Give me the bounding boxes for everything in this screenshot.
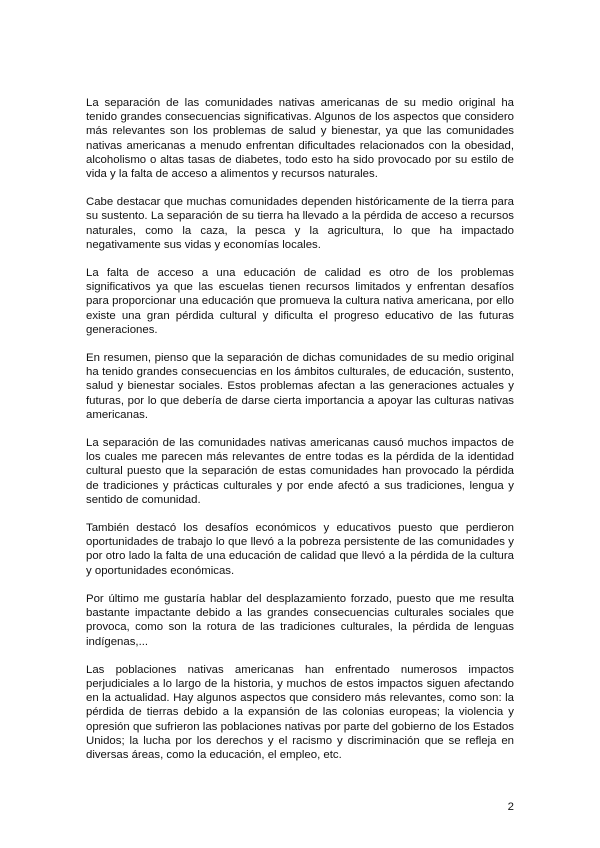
paragraph-6: También destacó los desafíos económicos y educativos puesto que perdieron oportunidades de trabajo lo que llevó a la pobreza persistente de las comunidades y por otro lado la falta de una educación de calidad que llevó a la pérdida de la cultura y oportunidades económicas.: [86, 522, 514, 577]
paragraph-2: Cabe destacar que muchas comunidades dependen históricamente de la tierra para su sustento. La separación de su tierra ha llevado a la pérdida de acceso a recursos naturales, como la caza, la pesca y la agricultura, lo que ha impactado negativamente sus vidas y economías locales.: [86, 196, 514, 251]
paragraph-1: La separación de las comunidades nativas americanas de su medio original ha tenido grandes consecuencias significativas. Algunos de los aspectos que considero más relevantes son los problemas de salud y bienestar, ya que las comunidades nativas americanas a menudo enfrentan dificultades relacionados con la obesidad, alcoholismo o altas tasas de diabetes, todo esto ha sido provocado por su estilo de vida y la falta de acceso a alimentos y recursos naturales.: [86, 97, 514, 181]
page-number: 2: [507, 801, 514, 813]
paragraph-4: En resumen, pienso que la separación de dichas comunidades de su medio original ha tenido grandes consecuencias en los ámbitos culturales, de educación, sustento, salud y bienestar sociales. Estos problemas afectan a las generaciones actuales y futuras, por lo que debería de darse cierta importancia a apoyar las culturas nativas americanas.: [86, 352, 514, 421]
paragraph-8: Las poblaciones nativas americanas han enfrentado numerosos impactos perjudiciales a lo largo de la historia, y muchos de estos impactos siguen afectando en la actualidad. Hay algunos aspectos que considero más relevantes, como son: la pérdida de tierras debido a la expansión de las colonias europeas; la violencia y opresión que sufrieron las poblaciones nativas por parte del gobierno de los Estados Unidos; la lucha por los derechos y el racismo y discriminación que se refleja en diversas áreas, como la educación, el empleo, etc.: [86, 663, 514, 761]
paragraph-5: La separación de las comunidades nativas americanas causó muchos impactos de los cuales me parecen más relevantes de entre todas es la pérdida de la identidad cultural puesto que la separación de estas comunidades han provocado la pérdida de tradiciones y prácticas culturales y por ende afectó a sus tradiciones, lengua y sentido de comunidad.: [86, 437, 514, 506]
document-body: [86, 96, 514, 776]
paragraph-3: La falta de acceso a una educación de calidad es otro de los problemas significativos ya que las escuelas tienen recursos limitados y enfrentan desafíos para proporcionar una educación que promueva la cultura nativa americana, por ello existe una gran pérdida cultural y dificulta el progreso educativo de las futuras generaciones.: [86, 267, 514, 336]
paragraph-7: Por último me gustaría hablar del desplazamiento forzado, puesto que me resulta bastante impactante debido a las grandes consecuencias culturales sociales que provoca, como son la rotura de las tradiciones culturales, la pérdida de lenguas indígenas,...: [86, 592, 514, 648]
